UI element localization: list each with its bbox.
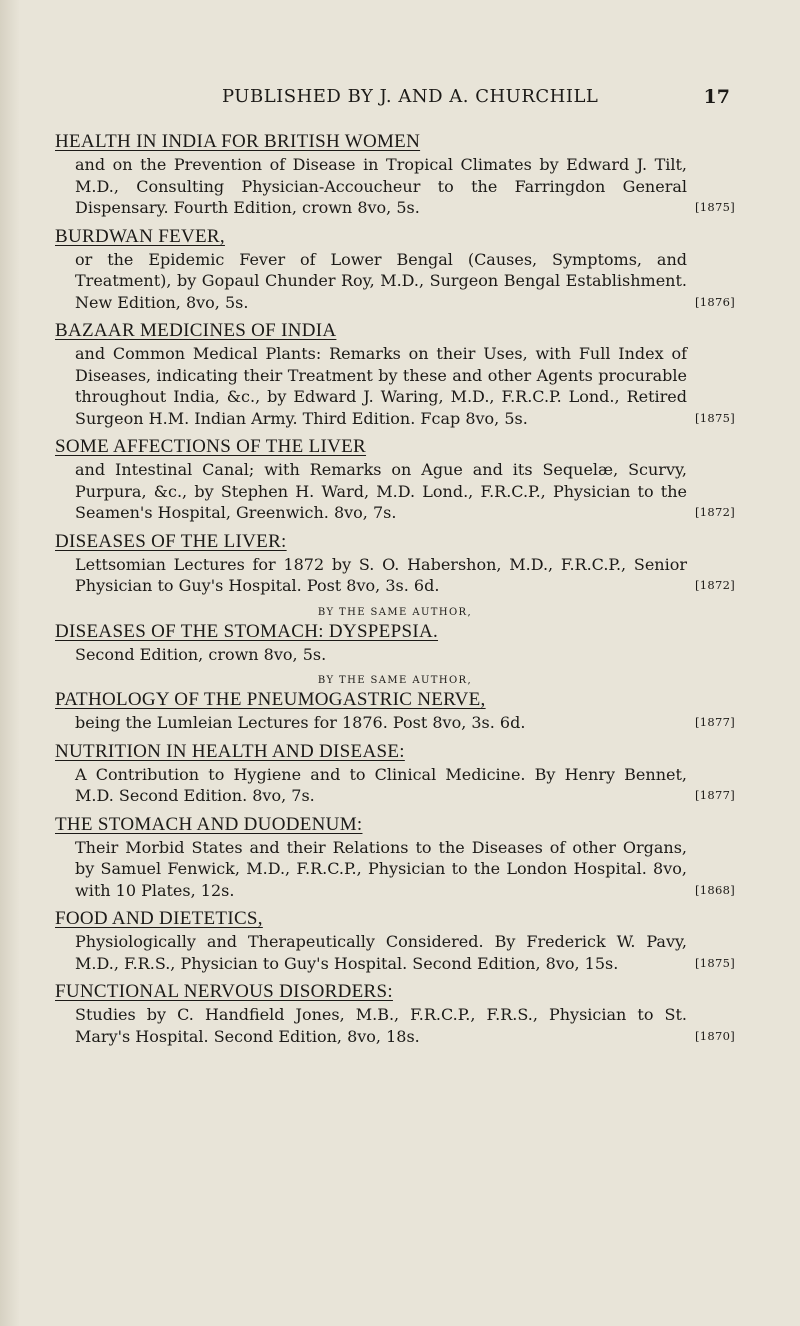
page-number: 17 bbox=[703, 86, 730, 108]
entry-title: DISEASES OF THE LIVER: bbox=[55, 530, 287, 552]
publication-year: [1877] bbox=[694, 715, 735, 729]
publication-year: [1870] bbox=[694, 1028, 735, 1043]
by-same-author-note: BY THE SAME AUTHOR, bbox=[317, 675, 473, 686]
publication-year: [1872] bbox=[694, 505, 735, 519]
entry-description-text: or the Epidemic Fever of Lower Bengal (Causes, Symptoms, and Treatment), by Gopaul Chunder Roy, M.D., Surgeon Bengal Establishment. New Edition, 8vo, 5s. bbox=[75, 249, 687, 312]
page-gutter-shadow bbox=[0, 0, 20, 1326]
entry-description bbox=[75, 931, 735, 974]
entry-title: HEALTH IN INDIA FOR BRITISH WOMEN bbox=[55, 131, 421, 152]
catalogue-entry bbox=[55, 530, 735, 597]
entry-title: NUTRITION IN HEALTH AND DISEASE: bbox=[55, 740, 405, 762]
publication-year: [1875] bbox=[694, 200, 735, 214]
entry-description bbox=[75, 644, 735, 666]
publication-year: [1868] bbox=[694, 882, 735, 897]
catalogue-entry bbox=[55, 907, 735, 974]
entry-title: FOOD AND DIETETICS, bbox=[55, 908, 263, 929]
catalogue-entry bbox=[55, 813, 735, 902]
publication-year: [1872] bbox=[694, 578, 735, 592]
entry-description-text: Lettsomian Lectures for 1872 by S. O. Habershon, M.D., F.R.C.P., Senior Physician to Guy's Hospital. Post 8vo, 3s. 6d. bbox=[75, 554, 687, 595]
publication-year: [1875] bbox=[694, 410, 735, 425]
entry-title: SOME AFFECTIONS OF THE LIVER bbox=[55, 436, 367, 457]
entry-title: PATHOLOGY OF THE PNEUMOGASTRIC NERVE, bbox=[55, 689, 486, 710]
catalogue-list bbox=[55, 130, 735, 1053]
entry-description-text: Physiologically and Therapeutically Considered. By Frederick W. Pavy, M.D., F.R.S., Physician to Guy's Hospital. Second Edition, 8vo, 15s. bbox=[75, 932, 687, 973]
publication-year: [1876] bbox=[694, 294, 735, 309]
entry-description-text: Their Morbid States and their Relations to the Diseases of other Organs, by Samuel Fenwick, M.D., F.R.C.P., Physician to the London Hospital. 8vo, with 10 Plates, 12s. bbox=[75, 837, 687, 900]
entry-title: FUNCTIONAL NERVOUS DISORDERS: bbox=[55, 981, 393, 1002]
catalogue-entry bbox=[55, 980, 735, 1047]
entry-title: BAZAAR MEDICINES OF INDIA bbox=[55, 320, 337, 341]
catalogue-entry bbox=[55, 435, 735, 524]
publication-year: [1875] bbox=[694, 955, 735, 970]
entry-description bbox=[75, 764, 735, 807]
entry-description bbox=[75, 343, 735, 429]
publication-year: [1877] bbox=[694, 788, 735, 802]
entry-description bbox=[75, 712, 735, 734]
running-title: PUBLISHED BY J. AND A. CHURCHILL bbox=[222, 86, 599, 107]
catalogue-entry bbox=[55, 607, 735, 666]
entry-description-text: Studies by C. Handfield Jones, M.B., F.R.C.P., F.R.S., Physician to St. Mary's Hospital. Second Edition, 8vo, 18s. bbox=[75, 1005, 687, 1046]
catalogue-entry bbox=[55, 319, 735, 429]
catalogue-entry bbox=[55, 130, 735, 219]
entry-description-text: and on the Prevention of Disease in Tropical Climates by Edward J. Tilt, M.D., Consulting Physician-Accoucheur to the Farringdon General Dispensary. Fourth Edition, crown 8vo, 5s. bbox=[75, 155, 687, 217]
catalogue-entry bbox=[55, 675, 735, 734]
entry-description-text: Second Edition, crown 8vo, 5s. bbox=[75, 644, 327, 664]
entry-description bbox=[75, 554, 735, 597]
entry-description bbox=[75, 249, 735, 314]
entry-description-text: A Contribution to Hygiene and to Clinical Medicine. By Henry Bennet, M.D. Second Edition. 8vo, 7s. bbox=[75, 764, 687, 805]
entry-description-text: being the Lumleian Lectures for 1876. Post 8vo, 3s. 6d. bbox=[75, 713, 526, 732]
catalogue-entry bbox=[55, 740, 735, 807]
entry-title: THE STOMACH AND DUODENUM: bbox=[55, 813, 363, 835]
entry-title: BURDWAN FEVER, bbox=[55, 225, 225, 247]
running-head bbox=[222, 86, 730, 110]
entry-description bbox=[75, 837, 735, 902]
catalogue-entry bbox=[55, 225, 735, 314]
entry-description bbox=[75, 1004, 735, 1047]
entry-description bbox=[75, 154, 735, 219]
entry-description-text: and Common Medical Plants: Remarks on their Uses, with Full Index of Diseases, indicating their Treatment by these and other Agents procurable throughout India, &c., by Edward J. Waring, M.D., F.R.C.P. Lond., Retired Surgeon H.M. Indian Army. Third Edition. Fcap 8vo, 5s. bbox=[75, 344, 687, 428]
by-same-author-note: BY THE SAME AUTHOR, bbox=[317, 606, 473, 618]
entry-title: DISEASES OF THE STOMACH: DYSPEPSIA. bbox=[55, 620, 439, 642]
entry-description-text: and Intestinal Canal; with Remarks on Ague and its Sequelæ, Scurvy, Purpura, &c., by Stephen H. Ward, M.D. Lond., F.R.C.P., Physician to the Seamen's Hospital, Greenwich. 8vo, 7s. bbox=[75, 460, 687, 522]
entry-description bbox=[75, 459, 735, 524]
